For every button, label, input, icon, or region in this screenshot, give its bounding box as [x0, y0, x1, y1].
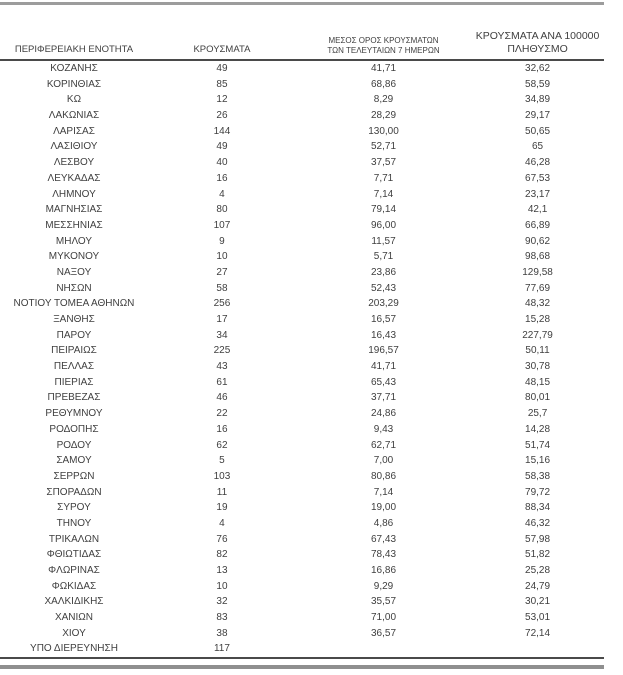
cell-region: ΛΕΣΒΟΥ: [53, 157, 95, 169]
cell-cases: 83: [216, 612, 228, 624]
column-header-cases: [148, 12, 296, 60]
cell-cases: 85: [216, 78, 228, 90]
cell-per-100k: 46,28: [525, 157, 551, 169]
column-header-per-100k: [471, 12, 604, 60]
cell-per-100k: 48,15: [525, 376, 551, 388]
cell-region: ΛΑΚΩΝΙΑΣ: [48, 110, 100, 122]
cell-cases: 40: [216, 157, 228, 169]
cell-per-100k: 42,1: [527, 204, 548, 216]
table-row: [0, 77, 604, 93]
cell-avg-7-days: 24,86: [371, 408, 397, 420]
cell-region: ΣΥΡΟΥ: [57, 502, 91, 514]
cell-region: ΛΑΣΙΘΙΟΥ: [50, 141, 98, 153]
cell-cases: 11: [216, 486, 228, 498]
table-row: [0, 108, 604, 124]
table-row: [0, 265, 604, 281]
cell-per-100k: 30,78: [525, 361, 551, 373]
cell-per-100k: 34,89: [525, 94, 551, 106]
cell-region: ΜΥΚΟΝΟΥ: [48, 251, 100, 263]
column-header-avg-7-days: [296, 12, 471, 60]
cell-cases: 103: [213, 470, 231, 482]
cell-region: ΡΟΔΟΠΗΣ: [49, 423, 99, 435]
cell-region: ΛΕΥΚΑΔΑΣ: [47, 172, 101, 184]
table-row: [0, 187, 604, 203]
table-row: [0, 563, 604, 579]
cell-region: ΚΟΡΙΝΘΙΑΣ: [46, 78, 102, 90]
cell-region: ΦΘΙΩΤΙΔΑΣ: [46, 549, 102, 561]
cell-region: ΥΠΟ ΔΙΕΡΕΥΝΗΣΗ: [30, 643, 118, 655]
cell-cases: 49: [216, 141, 228, 153]
cell-avg-7-days: 4,86: [373, 517, 394, 529]
cell-per-100k: [471, 641, 604, 658]
cell-per-100k: 66,89: [525, 219, 551, 231]
cell-region: ΜΗΛΟΥ: [55, 235, 93, 247]
cell-cases: 80: [216, 204, 228, 216]
cell-cases: 22: [216, 408, 228, 420]
cell-avg-7-days: 8,29: [373, 94, 394, 106]
cell-per-100k: 51,74: [525, 439, 551, 451]
column-header-line: ΚΡΟΥΣΜΑΤΑ: [193, 44, 251, 56]
cell-avg-7-days: 37,57: [371, 157, 397, 169]
cell-per-100k: 30,21: [525, 596, 551, 608]
cell-per-100k: 23,17: [525, 188, 551, 200]
cell-cases: 10: [216, 580, 228, 592]
cell-per-100k: 48,32: [525, 298, 551, 310]
cell-avg-7-days: 19,00: [371, 502, 397, 514]
cell-cases: 16: [216, 172, 228, 184]
table-row: [0, 281, 604, 297]
table-row: [0, 249, 604, 265]
cell-region: ΠΙΕΡΙΑΣ: [54, 376, 94, 388]
table-row: [0, 485, 604, 501]
cell-avg-7-days: 79,14: [371, 204, 397, 216]
table-row: [0, 469, 604, 485]
cell-per-100k: 79,72: [525, 486, 551, 498]
cell-region: ΛΗΜΝΟΥ: [52, 188, 96, 200]
cell-avg-7-days: 80,86: [371, 470, 397, 482]
cell-cases: 82: [216, 549, 228, 561]
cell-region: ΡΟΔΟΥ: [56, 439, 92, 451]
cell-region: ΞΑΝΘΗΣ: [53, 314, 95, 325]
cell-cases: 117: [213, 643, 230, 655]
regional-cases-table: [0, 12, 604, 659]
cell-per-100k: 77,69: [525, 282, 551, 294]
cell-per-100k: 90,62: [525, 235, 551, 247]
cell-region: ΚΟΖΑΝΗΣ: [50, 63, 98, 74]
cell-region: ΦΛΩΡΙΝΑΣ: [48, 565, 100, 576]
cell-per-100k: 67,53: [525, 172, 551, 184]
cell-avg-7-days: 196,57: [368, 345, 399, 357]
cell-cases: 9: [219, 235, 225, 247]
cell-avg-7-days: 96,00: [371, 219, 397, 231]
cell-avg-7-days: [296, 641, 471, 658]
cell-avg-7-days: 35,57: [371, 596, 397, 608]
cell-per-100k: 98,68: [525, 251, 551, 263]
cell-avg-7-days: 67,43: [371, 533, 397, 545]
cell-region: ΦΩΚΙΔΑΣ: [51, 580, 97, 592]
cell-region: ΠΕΛΛΑΣ: [53, 361, 95, 373]
cell-cases: 16: [216, 423, 228, 435]
cell-cases: 256: [213, 298, 231, 310]
table-row: [0, 312, 604, 328]
table-row: [0, 359, 604, 375]
cell-per-100k: 129,58: [522, 266, 553, 278]
cell-per-100k: 58,59: [525, 78, 551, 90]
cell-region: ΧΑΛΚΙΔΙΚΗΣ: [44, 596, 104, 608]
table-row: [0, 422, 604, 438]
cell-avg-7-days: 16,57: [371, 314, 397, 325]
cell-per-100k: 50,65: [525, 125, 551, 137]
table-row: [0, 406, 604, 422]
table-header: [0, 12, 604, 60]
bottom-rule: [0, 665, 604, 669]
cell-avg-7-days: 7,00: [373, 455, 394, 467]
cell-per-100k: 51,82: [525, 549, 551, 561]
top-rule: [0, 2, 604, 5]
cell-per-100k: 57,98: [525, 533, 551, 545]
column-header-line: ΤΩΝ ΤΕΛΕΥΤΑΙΩΝ 7 ΗΜΕΡΩΝ: [327, 46, 440, 55]
table-row: [0, 610, 604, 626]
cell-region: ΠΑΡΟΥ: [56, 329, 92, 341]
cell-per-100k: 72,14: [525, 627, 551, 639]
column-header-line: ΠΕΡΙΦΕΡΕΙΑΚΗ ΕΝΟΤΗΤΑ: [14, 44, 134, 56]
column-header-line: ΚΡΟΥΣΜΑΤΑ ΑΝΑ 100000: [475, 29, 600, 42]
cell-cases: 27: [216, 266, 228, 278]
cell-cases: 10: [216, 251, 228, 263]
cell-per-100k: 24,79: [525, 580, 551, 592]
cell-region: ΛΑΡΙΣΑΣ: [53, 125, 95, 137]
table-row: [0, 390, 604, 406]
cell-avg-7-days: 62,71: [371, 439, 397, 451]
cell-avg-7-days: 36,57: [371, 627, 397, 639]
column-header-line: ΜΕΣΟΣ ΟΡΟΣ ΚΡΟΥΣΜΑΤΩΝ: [328, 36, 439, 45]
cell-avg-7-days: 71,00: [371, 612, 397, 624]
cell-per-100k: 46,32: [525, 517, 551, 529]
cell-region: ΠΕΙΡΑΙΩΣ: [51, 345, 97, 357]
cell-cases: 38: [216, 627, 228, 639]
table-row: [0, 516, 604, 532]
cell-cases: 19: [216, 502, 228, 514]
table-row: [0, 171, 604, 187]
cell-avg-7-days: 16,86: [371, 565, 397, 576]
cell-region: ΜΕΣΣΗΝΙΑΣ: [45, 219, 103, 231]
cell-region: ΣΠΟΡΑΔΩΝ: [46, 486, 102, 498]
table-row: [0, 202, 604, 218]
cell-per-100k: 53,01: [525, 612, 551, 624]
cell-cases: 58: [216, 282, 228, 294]
cell-cases: 32: [216, 596, 228, 608]
table-row: [0, 532, 604, 548]
table-row: [0, 234, 604, 250]
cell-cases: 49: [216, 63, 228, 74]
cell-region: ΡΕΘΥΜΝΟΥ: [45, 408, 103, 420]
cell-region: ΝΟΤΙΟΥ ΤΟΜΕΑ ΑΘΗΝΩΝ: [13, 298, 135, 310]
cell-avg-7-days: 52,71: [371, 141, 397, 153]
cell-cases: 12: [216, 94, 228, 106]
cell-cases: 17: [216, 314, 228, 325]
cell-avg-7-days: 23,86: [371, 266, 397, 278]
cell-avg-7-days: 68,86: [371, 78, 397, 90]
cell-cases: 4: [219, 517, 225, 529]
cell-per-100k: 15,16: [525, 455, 551, 467]
cell-cases: 76: [216, 533, 228, 545]
table-row: [0, 124, 604, 140]
cell-cases: 107: [213, 219, 231, 231]
cell-per-100k: 50,11: [525, 345, 550, 357]
cell-avg-7-days: 28,29: [371, 110, 397, 122]
table-row: [0, 328, 604, 344]
cell-per-100k: 29,17: [525, 110, 551, 122]
table-row: [0, 343, 604, 359]
table-row: [0, 641, 604, 658]
cell-cases: 4: [219, 188, 225, 200]
cell-region: ΧΙΟΥ: [62, 627, 86, 639]
cell-avg-7-days: 7,71: [373, 172, 394, 184]
cell-avg-7-days: 52,43: [371, 282, 397, 294]
cell-region: ΠΡΕΒΕΖΑΣ: [47, 392, 101, 404]
cell-per-100k: 65: [531, 141, 544, 153]
cell-per-100k: 15,28: [525, 314, 551, 325]
cell-region: ΣΕΡΡΩΝ: [53, 470, 95, 482]
table-row: [0, 218, 604, 234]
cell-cases: 144: [213, 125, 231, 137]
cell-cases: 43: [216, 361, 228, 373]
table-row: [0, 375, 604, 391]
cell-avg-7-days: 203,29: [368, 298, 399, 310]
table-row: [0, 296, 604, 312]
cell-per-100k: 227,79: [522, 329, 553, 341]
cell-region: ΤΗΝΟΥ: [56, 517, 92, 529]
cell-avg-7-days: 9,29: [373, 580, 394, 592]
cell-per-100k: 32,62: [525, 63, 551, 74]
cell-avg-7-days: 7,14: [373, 188, 394, 200]
table-row: [0, 579, 604, 595]
cell-cases: 34: [216, 329, 228, 341]
cell-avg-7-days: 11,57: [371, 235, 396, 247]
cell-region: ΣΑΜΟΥ: [56, 455, 92, 467]
table-row: [0, 155, 604, 171]
table-row: [0, 92, 604, 108]
cell-avg-7-days: 7,14: [373, 486, 394, 498]
cell-avg-7-days: 37,71: [371, 392, 397, 404]
cell-avg-7-days: 65,43: [371, 376, 397, 388]
cell-region: ΜΑΓΝΗΣΙΑΣ: [45, 204, 103, 216]
cell-region: ΚΩ: [66, 94, 82, 106]
table-row: [0, 547, 604, 563]
cell-per-100k: 58,38: [525, 470, 551, 482]
table-row: [0, 438, 604, 454]
table-row: [0, 626, 604, 642]
cell-avg-7-days: 41,71: [371, 361, 397, 373]
cell-cases: 26: [216, 110, 228, 122]
cell-per-100k: 14,28: [525, 423, 551, 435]
cell-cases: 5: [219, 455, 225, 467]
cell-avg-7-days: 16,43: [371, 329, 397, 341]
cell-region: ΤΡΙΚΑΛΩΝ: [48, 533, 100, 545]
table-body: [0, 60, 604, 658]
cell-cases: 46: [216, 392, 228, 404]
cell-cases: 61: [216, 376, 228, 388]
cell-region: ΝΑΞΟΥ: [56, 266, 92, 278]
cell-per-100k: 25,7: [527, 408, 548, 420]
table-header-row: [0, 12, 604, 60]
cell-per-100k: 88,34: [525, 502, 551, 514]
cell-avg-7-days: 78,43: [371, 549, 397, 561]
table-row: [0, 594, 604, 610]
table-row: [0, 60, 604, 77]
table-row: [0, 500, 604, 516]
table-row: [0, 139, 604, 155]
cell-region: ΧΑΝΙΩΝ: [54, 612, 93, 624]
cell-cases: 225: [213, 345, 231, 357]
cell-avg-7-days: 5,71: [373, 251, 394, 263]
cell-per-100k: 80,01: [525, 392, 551, 404]
cell-region: ΝΗΣΩΝ: [56, 282, 92, 294]
table-row: [0, 453, 604, 469]
cell-cases: 13: [216, 565, 228, 576]
cell-avg-7-days: 130,00: [368, 125, 399, 137]
cell-cases: 62: [216, 439, 228, 451]
cell-avg-7-days: 41,71: [371, 63, 397, 74]
cell-per-100k: 25,28: [525, 565, 551, 576]
column-header-region: [0, 12, 148, 60]
cell-avg-7-days: 9,43: [373, 423, 394, 435]
column-header-line: ΠΛΗΘΥΣΜΟ: [507, 42, 568, 55]
